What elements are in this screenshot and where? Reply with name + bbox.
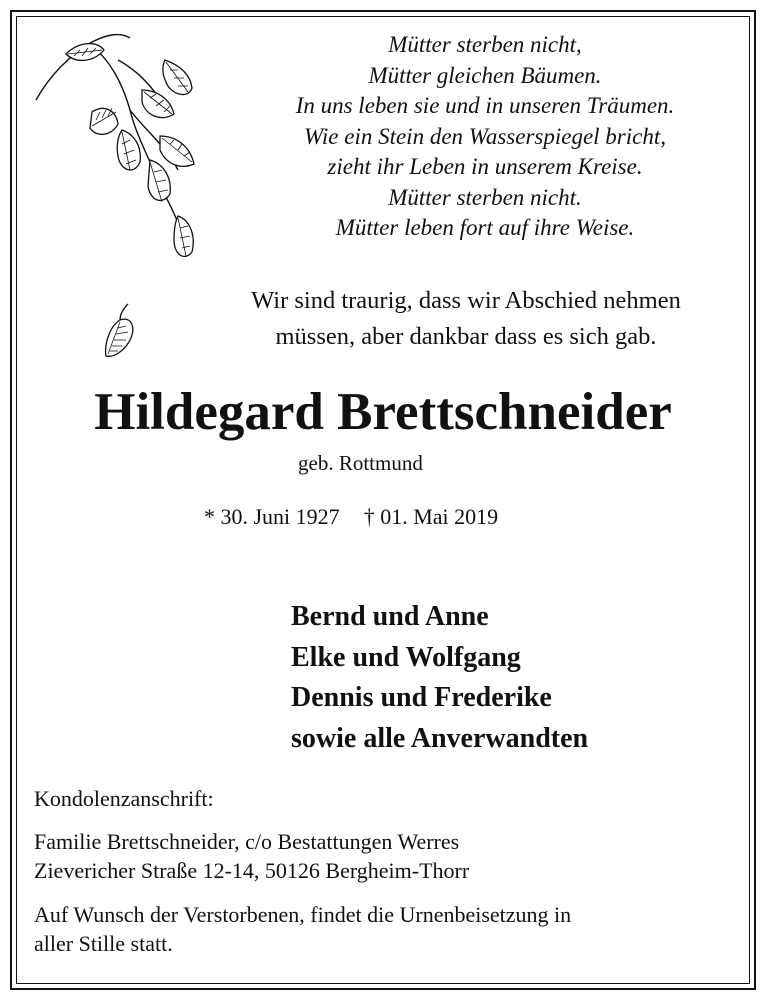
quote [210,283,722,355]
deceased-name: Hildegard Brettschneider [94,383,672,441]
mourner: Dennis und Frederike [291,682,552,713]
poem [230,30,740,244]
life-dates [204,502,498,532]
birch-branch-icon [30,20,230,270]
poem-line: zieht ihr Leben in unserem Kreise. [327,154,643,179]
birth-date: * 30. Juni 1927 [204,504,340,529]
poem-line: In uns leben sie und in unseren Träumen. [295,93,675,118]
death-date: † 01. Mai 2019 [363,504,499,529]
condolence-address [34,827,734,885]
mourner: sowie alle Anverwandten [291,722,589,754]
condolence-section [34,784,734,958]
poem-line: Wie ein Stein den Wasserspiegel bricht, [304,123,666,149]
maiden-name: geb. Rottmund [298,451,423,475]
quote-line: Wir sind traurig, dass wir Abschied nehmen [251,287,681,314]
address-line: Zievericher Straße 12-14, 50126 Bergheim-Thorr [34,858,470,883]
mourners-list [291,597,588,759]
mourner: Elke und Wolfgang [291,641,521,673]
poem-line: Mütter sterben nicht, [388,32,582,57]
address-line: Familie Brettschneider, c/o Bestattungen Werres [34,829,460,854]
mourner: Bernd und Anne [291,601,489,632]
condolence-heading: Kondolenzanschrift: [34,786,214,811]
notice-line: aller Stille statt. [34,931,173,956]
burial-notice [34,900,734,958]
poem-line: Mütter leben fort auf ihre Weise. [335,215,635,240]
poem-line: Mütter sterben nicht. [388,184,582,210]
falling-leaf-icon [100,300,140,365]
poem-line: Mütter gleichen Bäumen. [368,62,602,88]
quote-line: müssen, aber dankbar dass es sich gab. [275,323,657,350]
notice-line: Auf Wunsch der Verstorbenen, findet die Urnenbeisetzung in [34,902,572,927]
